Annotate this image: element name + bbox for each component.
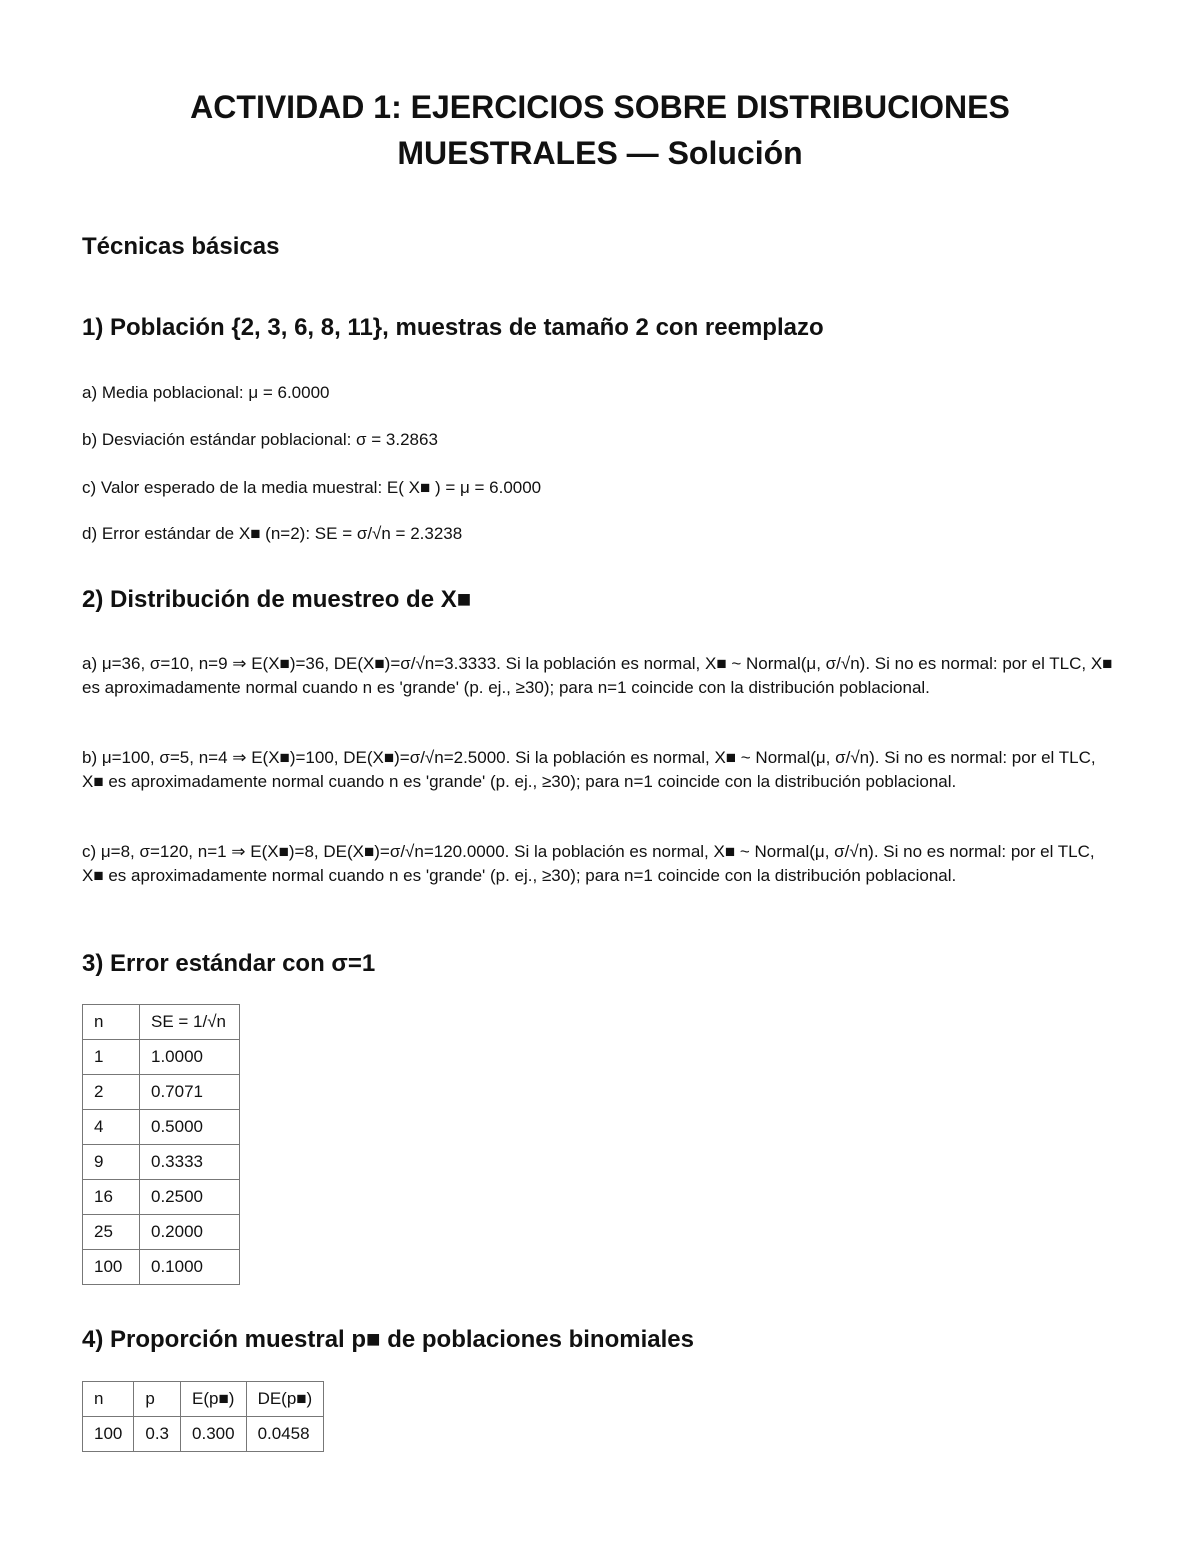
exercise-4-heading: 4) Proporción muestral p■ de poblaciones binomiales bbox=[82, 1326, 694, 1353]
exercise-2-item-a: a) μ=36, σ=10, n=9 ⇒ E(X■)=36, DE(X■)=σ/√n=3.3333. Si la población es normal, X■ ~ Normal(μ, σ/√n). Si no es normal: por el TLC, X■ es aproximadamente normal cuando n es 'grande' (p. ej., ≥30); para n=1 coincide con la distribución poblacional. bbox=[82, 654, 1113, 697]
cell-n: 100 bbox=[83, 1417, 134, 1452]
cell-n: 100 bbox=[83, 1250, 140, 1285]
cell-n: 1 bbox=[83, 1040, 140, 1075]
column-header-p: p bbox=[134, 1382, 181, 1417]
column-header-expected: E(p■) bbox=[181, 1382, 247, 1417]
exercise-1-heading: 1) Población {2, 3, 6, 8, 11}, muestras de tamaño 2 con reemplazo bbox=[82, 314, 824, 341]
table-row bbox=[83, 1417, 324, 1452]
section-heading-basic: Técnicas básicas bbox=[82, 233, 280, 260]
table-row bbox=[83, 1250, 240, 1285]
cell-se: 0.2500 bbox=[140, 1180, 240, 1215]
standard-error-table bbox=[82, 1004, 240, 1285]
cell-n: 25 bbox=[83, 1215, 140, 1250]
cell-se: 0.5000 bbox=[140, 1110, 240, 1145]
exercise-2-heading: 2) Distribución de muestreo de X■ bbox=[82, 586, 472, 613]
cell-se: 0.2000 bbox=[140, 1215, 240, 1250]
table-header-row bbox=[83, 1005, 240, 1040]
title-line-1: ACTIVIDAD 1: EJERCICIOS SOBRE DISTRIBUCIONES bbox=[190, 89, 1010, 125]
exercise-2-item-c: c) μ=8, σ=120, n=1 ⇒ E(X■)=8, DE(X■)=σ/√n=120.0000. Si la población es normal, X■ ~ Normal(μ, σ/√n). Si no es normal: por el TLC, X■ es aproximadamente normal cuando n es 'grande' (p. ej., ≥30); para n=1 coincide con la distribución poblacional. bbox=[82, 842, 1095, 885]
cell-n: 4 bbox=[83, 1110, 140, 1145]
table-row bbox=[83, 1180, 240, 1215]
table-row bbox=[83, 1075, 240, 1110]
cell-se: 1.0000 bbox=[140, 1040, 240, 1075]
column-header-std-dev: DE(p■) bbox=[246, 1382, 324, 1417]
cell-n: 9 bbox=[83, 1145, 140, 1180]
cell-n: 16 bbox=[83, 1180, 140, 1215]
table-row bbox=[83, 1215, 240, 1250]
binomial-proportion-table bbox=[82, 1381, 324, 1452]
exercise-2-item-b: b) μ=100, σ=5, n=4 ⇒ E(X■)=100, DE(X■)=σ/√n=2.5000. Si la población es normal, X■ ~ Normal(μ, σ/√n). Si no es normal: por el TLC, X■ es aproximadamente normal cuando n es 'grande' (p. ej., ≥30); para n=1 coincide con la distribución poblacional. bbox=[82, 748, 1096, 791]
column-header-se: SE = 1/√n bbox=[140, 1005, 240, 1040]
exercise-1-item-b: b) Desviación estándar poblacional: σ = 3.2863 bbox=[82, 430, 438, 449]
table-row bbox=[83, 1110, 240, 1145]
exercise-1-item-d: d) Error estándar de X■ (n=2): SE = σ/√n = 2.3238 bbox=[82, 524, 463, 543]
column-header-n: n bbox=[83, 1005, 140, 1040]
cell-se: 0.7071 bbox=[140, 1075, 240, 1110]
cell-se: 0.1000 bbox=[140, 1250, 240, 1285]
cell-n: 2 bbox=[83, 1075, 140, 1110]
title-line-2: MUESTRALES — Solución bbox=[397, 135, 803, 171]
column-header-n: n bbox=[83, 1382, 134, 1417]
exercise-1-item-a: a) Media poblacional: μ = 6.0000 bbox=[82, 383, 330, 402]
cell-std-dev: 0.0458 bbox=[246, 1417, 324, 1452]
cell-expected: 0.300 bbox=[181, 1417, 247, 1452]
table-row bbox=[83, 1145, 240, 1180]
table-header-row bbox=[83, 1382, 324, 1417]
cell-se: 0.3333 bbox=[140, 1145, 240, 1180]
exercise-1-item-c: c) Valor esperado de la media muestral: E( X■ ) = μ = 6.0000 bbox=[82, 478, 542, 497]
exercise-3-heading: 3) Error estándar con σ=1 bbox=[82, 950, 376, 977]
document-title bbox=[82, 84, 1118, 176]
table-row bbox=[83, 1040, 240, 1075]
cell-p: 0.3 bbox=[134, 1417, 181, 1452]
